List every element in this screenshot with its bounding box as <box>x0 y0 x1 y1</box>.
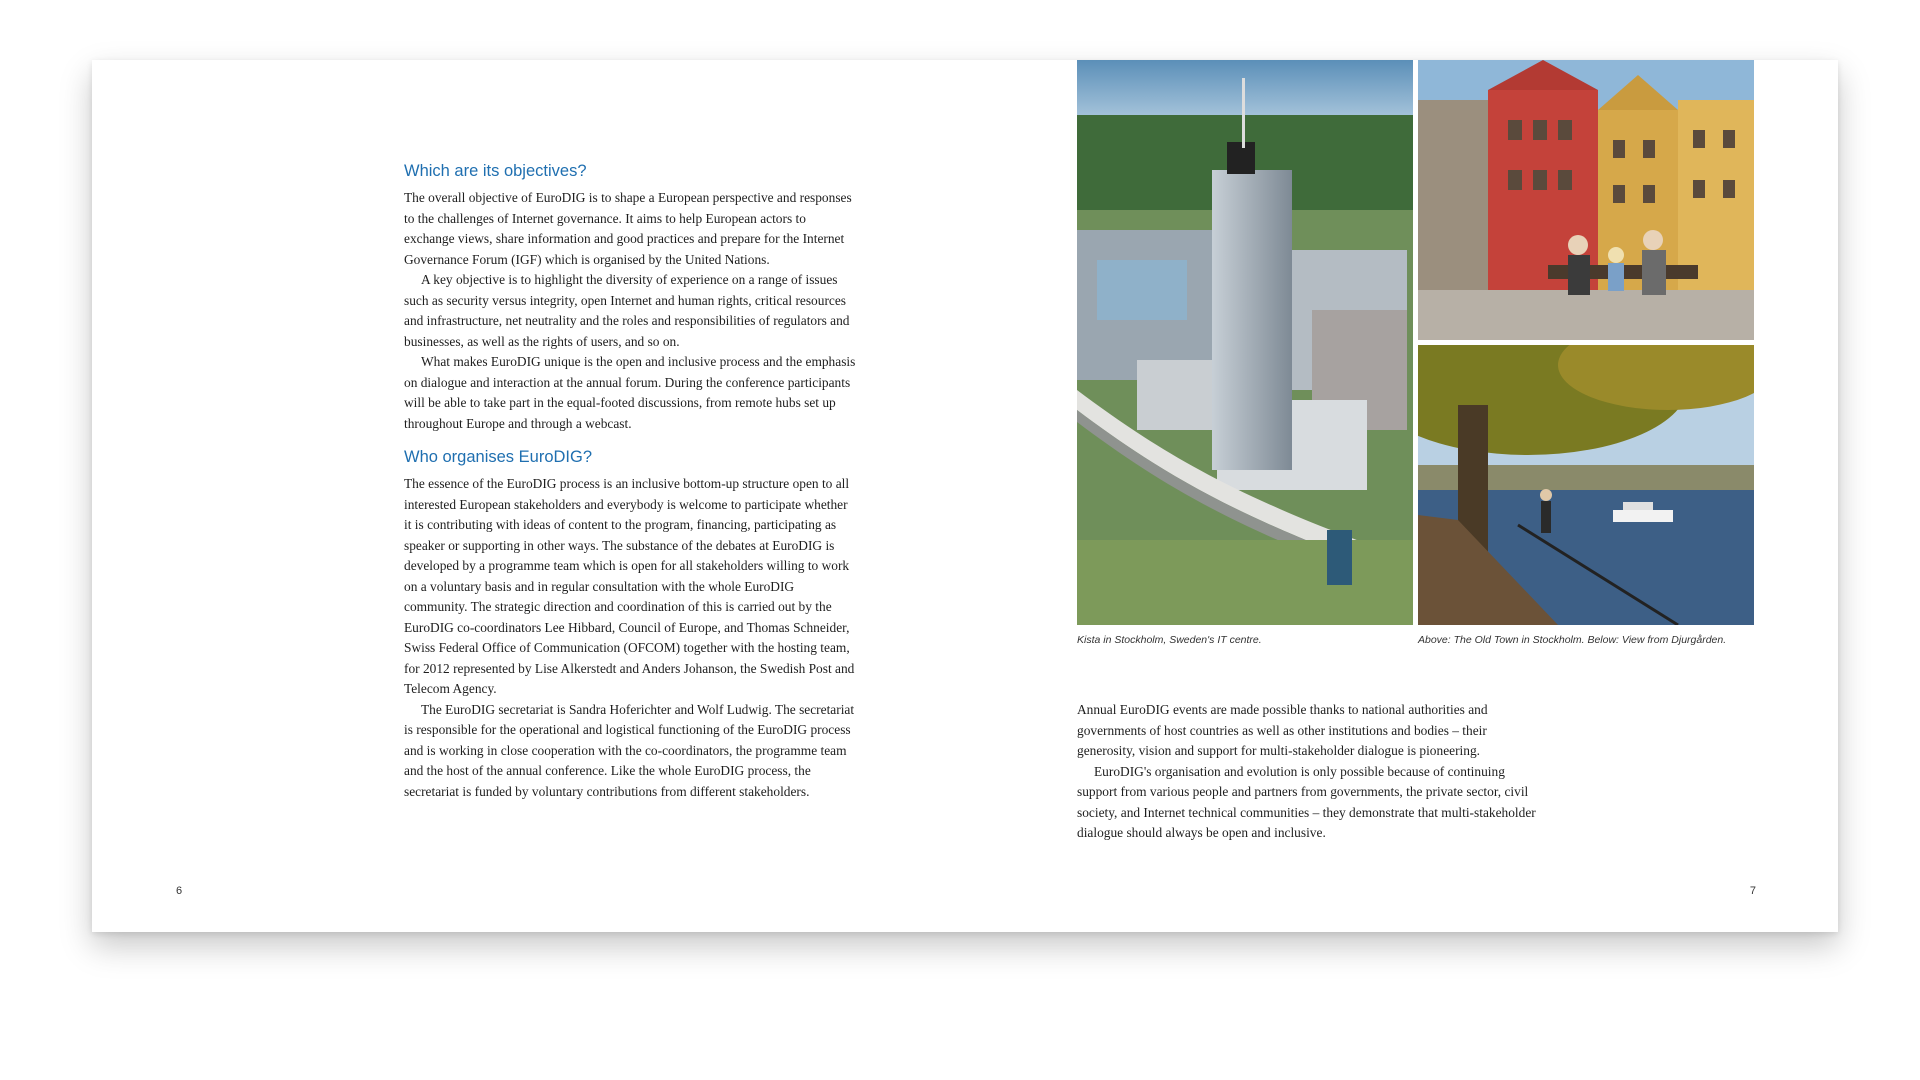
page-number-right: 7 <box>1749 885 1756 897</box>
objectives-heading: Which are its objectives? <box>404 162 587 180</box>
objectives-paragraph-1: The overall objective of EuroDIG is to shape a European perspective and responses to the challenges of Internet governance. It aims to help European actors to exchange views, share information and good practices and prepare for the Internet Governance Forum (IGF) which is organised by the United Nations. <box>404 190 852 267</box>
caption-kista: Kista in Stockholm, Sweden's IT centre. <box>1077 634 1262 646</box>
djurgarden-view-photo <box>1418 345 1754 625</box>
organisers-paragraph-1: The essence of the EuroDIG process is an inclusive bottom-up structure open to all interested European stakeholders and everybody is welcome to participate whether it is contributing with ideas of content to the program, financing, participating as speaker or supporting in other ways. The substance of the debates at EuroDIG is developed by a programme team which is open for all stakeholders willing to work on a voluntary basis and in regular consultation with the whole EuroDIG community. The strategic direction and coordination of this is carried out by the EuroDIG co-coordinators Lee Hibbard, Council of Europe, and Thomas Schneider, Swiss Federal Office of Communication (OFCOM) together with the hosting team, for 2012 represented by Lise Alkerstedt and Anders Johanson, the Swedish Post and Telecom Agency. <box>404 476 855 696</box>
organisers-paragraph-2: The EuroDIG secretariat is Sandra Hoferichter and Wolf Ludwig. The secretariat is responsible for the operational and logistical functioning of the EuroDIG process and is working in close cooperation with the co-coordinators, the programme team and the host of the annual conference. Like the whole EuroDIG process, the secretariat is funded by voluntary contributions from different stakeholders. <box>404 701 855 799</box>
objectives-paragraph-3: What makes EuroDIG unique is the open and inclusive process and the emphasis on dialogue and interaction at the annual forum. During the conference participants will be able to take part in the equal-footed discussions, from remote hubs set up throughout Europe and through a webcast. <box>404 354 856 431</box>
right-page-body <box>1077 700 1537 844</box>
old-town-photo <box>1418 60 1754 340</box>
objectives-paragraph-2: A key objective is to highlight the diversity of experience on a range of issues such as security versus integrity, open Internet and human rights, critical resources and infrastructure, net neutrality and the roles and responsibilities of regulators and businesses, as well as the rights of users, and so on. <box>404 272 850 349</box>
caption-old-town-djurgarden: Above: The Old Town in Stockholm. Below: View from Djurgården. <box>1418 634 1727 646</box>
kista-photo <box>1077 60 1413 625</box>
right-paragraph-1: Annual EuroDIG events are made possible thanks to national authorities and governments of host countries as well as other institutions and bodies – their generosity, vision and support for multi-stakeholder dialogue is pioneering. <box>1077 702 1488 758</box>
organisers-heading: Who organises EuroDIG? <box>404 448 593 466</box>
page-number-left: 6 <box>176 885 183 897</box>
right-paragraph-2: EuroDIG's organisation and evolution is only possible because of continuing support from various people and partners from governments, the private sector, civil society, and Internet technical communities – they demonstrate that multi-stakeholder dialogue should always be open and inclusive. <box>1077 763 1536 840</box>
left-page-body <box>404 160 856 802</box>
book-spread <box>92 60 1838 932</box>
